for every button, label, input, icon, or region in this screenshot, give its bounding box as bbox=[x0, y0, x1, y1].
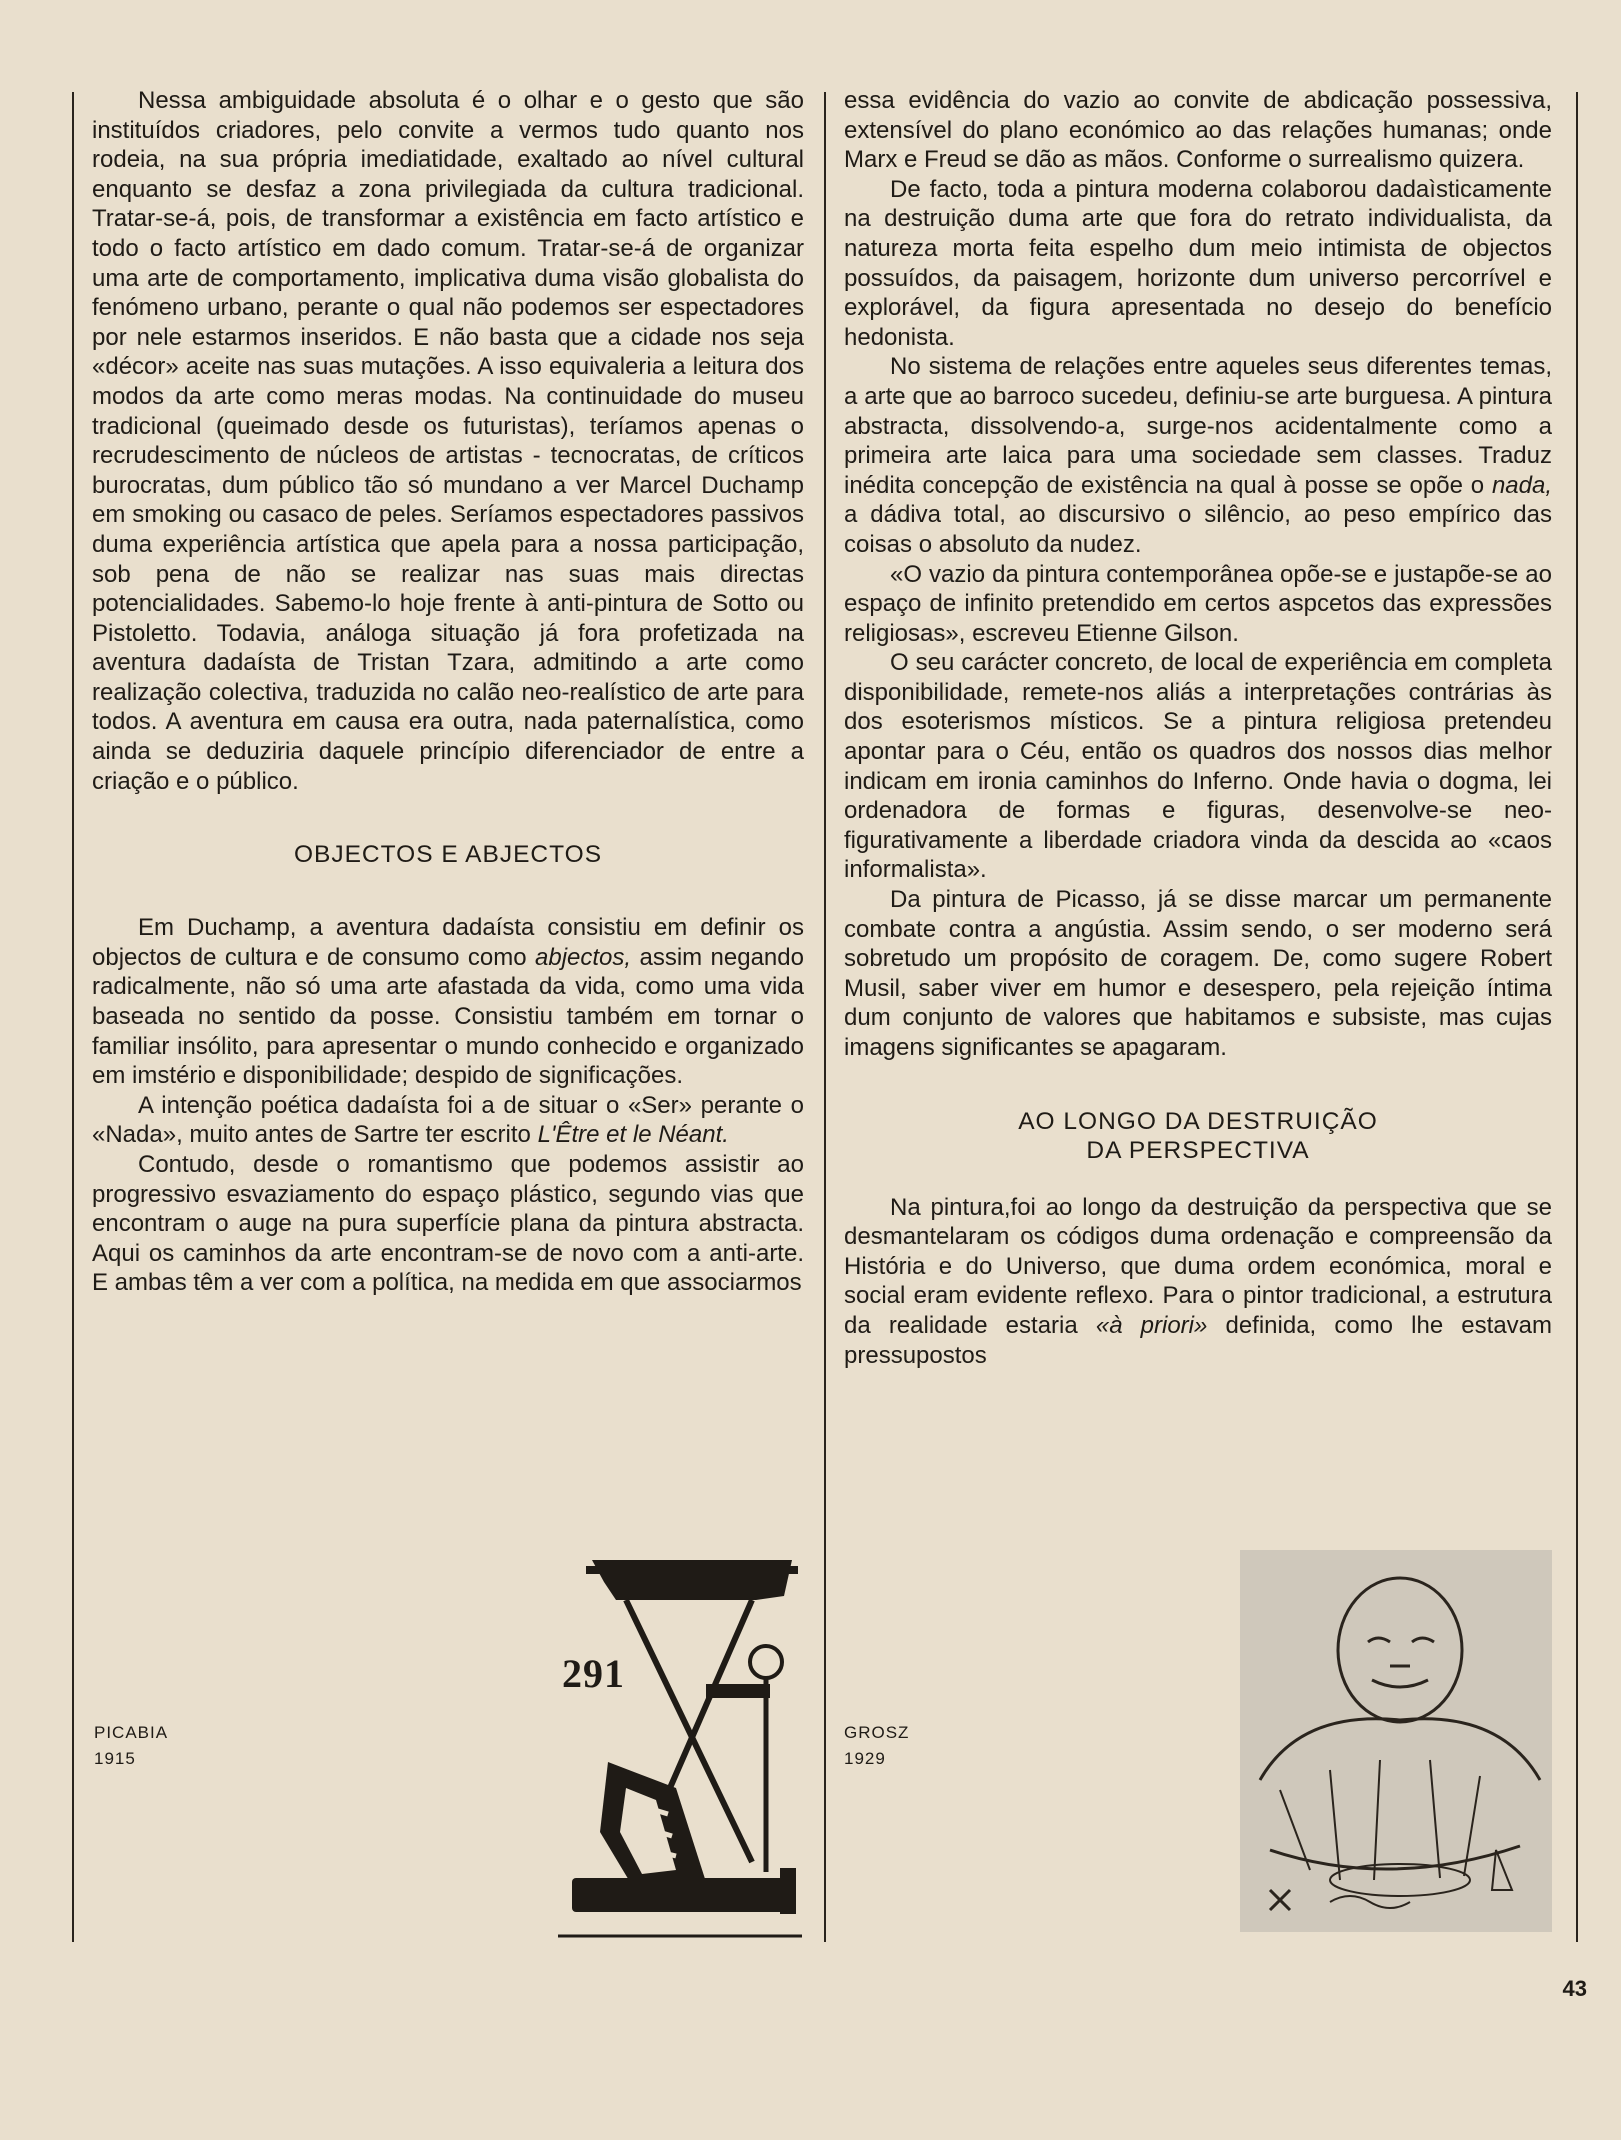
paragraph-duchamp: Em Duchamp, a aventura dadaísta consistiu em definir os objectos de cultura e de consumo como abjectos, assim negando radicalmente, não só uma arte afastada da vida, como uma vida baseada no sentido da posse. Consistiu também em tornar o familiar insólito, para apresentar o mundo conhecido e organizado em imstério e disponibilidade; despido de significações. bbox=[92, 914, 804, 1090]
paragraph-vazio: «O vazio da pintura contemporânea opõe-se e justapõe-se ao espaço de infinito pretendido em certos aspcetos das expressões religiosas», escreveu Etienne Gilson. bbox=[844, 560, 1552, 647]
paragraph-ser-nada: A intenção poética dadaísta foi a de situar o «Ser» perante o «Nada», muito antes de Sartre ter escrito L'Être et le Néant. bbox=[92, 1091, 804, 1149]
paragraph-pintura: Na pintura,foi ao longo da destruição da perspectiva que se desmantelaram os códigos duma ordenação e compreensão da História e do Universo, que duma ordem económica, moral e social eram evidente reflexo. Para o pintor tradicional, a estrutura da realidade estaria «à priori» definida, como lhe estavam pressupostos bbox=[844, 1193, 1552, 1369]
left-column bbox=[92, 86, 804, 1298]
section-heading-objectos: OBJECTOS E ABJECTOS bbox=[293, 841, 603, 869]
caption-grosz: GROSZ 1929 bbox=[844, 1723, 910, 1768]
right-border-rule bbox=[1576, 92, 1578, 1942]
column-divider bbox=[824, 92, 826, 1942]
page-number: 43 bbox=[1562, 1976, 1587, 2001]
right-column bbox=[844, 86, 1552, 1370]
paragraph-de-facto: De facto, toda a pintura moderna colaborou dadaìsticamente na destruição duma arte que fora do retrato individualista, da natureza morta feita espelho dum meio intimista de objectos possuídos, da paisagem, horizonte dum universo percorrível e explorável, da figura apresentada no desejo do benefício hedonista. bbox=[844, 175, 1552, 351]
caption-picabia: PICABIA 1915 bbox=[94, 1723, 169, 1768]
picabia-illustration bbox=[556, 1552, 806, 1944]
paragraph-contudo: Contudo, desde o romantismo que podemos assistir ao progressivo esvaziamento do espaço plástico, segundo vias que encontram o auge na pura superfície plana da pintura abstracta. Aqui os caminhos da arte encontram-se de novo com a anti-arte. E ambas têm a ver com a política, na medida em que associarmos bbox=[92, 1151, 804, 1297]
grosz-illustration bbox=[1240, 1550, 1552, 1932]
paragraph-ambiguidade: Nessa ambiguidade absoluta é o olhar e o gesto que são instituídos criadores, pelo convite a vermos tudo quanto nos rodeia, na sua própria imediatidade, exaltado ao nível cultural enquanto se desfaz a zona privilegiada da cultura tradicional. Tratar-se-á, pois, de transformar a existência em facto artístico e todo o facto artístico em dado comum. Tratar-se-á de organizar uma arte de comportamento, implicativa duma visão globalista do fenómeno urbano, perante o qual não podemos ser espectadores por nele estarmos inseridos. E não basta que a cidade nos seja «décor» aceite nas suas mutações. A isso equivaleria a leitura dos modos da arte como meras modas. Na continuidade do museu tradicional (queimado desde os futuristas), teríamos apenas o recrudescimento de núcleos de artistas - tecnocratas, de críticos burocratas, dum público tão só mundano a ver Marcel Duchamp em smoking ou casaco de peles. Seríamos espectadores passivos duma experiência artística que apela para a nossa participação, sob pena de não se realizar nas suas mais directas potencialidades. Sabemo-lo hoje frente à anti-pintura de Sotto ou Pistoletto. Todavia, análoga situação já fora profetizada na aventura dadaísta de Tristan Tzara, admitindo a arte como realização colectiva, traduzida no calão neo-realístico de arte para todos. A aventura em causa era outra, nada paternalística, como ainda se deduziria daquele princípio diferenciador de entre a criação e o público. bbox=[92, 87, 804, 795]
figure-label-291: 291 bbox=[562, 1651, 625, 1696]
paragraph-sistema: No sistema de relações entre aqueles seus diferentes temas, a arte que ao barroco sucedeu, definiu-se arte burguesa. A pintura abstracta, dissolvendo-a, surge-nos acidentalmente como a primeira arte laica para uma sociedade sem classes. Traduz inédita concepção de existência na qual à posse se opõe o nada, a dádiva total, ao discursivo o silêncio, ao peso empírico das coisas o absoluto da nudez. bbox=[844, 353, 1552, 558]
section-heading-perspectiva: AO LONGO DA DESTRUIÇÃO DA PERSPECTIVA bbox=[1018, 1107, 1378, 1164]
paragraph-evidencia: essa evidência do vazio ao convite de abdicação possessiva, extensível do plano económico ao das relações humanas; onde Marx e Freud se dão as mãos. Conforme o surrealismo quizera. bbox=[844, 87, 1552, 174]
paragraph-picasso: Da pintura de Picasso, já se disse marcar um permanente combate contra a angústia. Assim sendo, o ser moderno será sobretudo um propósito de coragem. De, como sugere Robert Musil, saber viver em humor e desespero, pela rejeição íntima dum conjunto de valores que habitamos e subsiste, mas cujas imagens significantes se apagaram. bbox=[844, 886, 1552, 1061]
paragraph-caracter: O seu carácter concreto, de local de experiência em completa disponibilidade, remete-nos aliás a interpretações contrárias às dos esoterismos místicos. Se a pintura religiosa pretendeu apontar para o Céu, então os quadros dos nossos dias melhor indicam em ironia caminhos do Inferno. Onde havia o dogma, lei ordenadora de formas e figuras, desenvolve-se neo-figurativamente a liberdade criadora vinda da descida ao «caos informalista». bbox=[844, 649, 1552, 884]
left-border-rule bbox=[72, 92, 74, 1942]
